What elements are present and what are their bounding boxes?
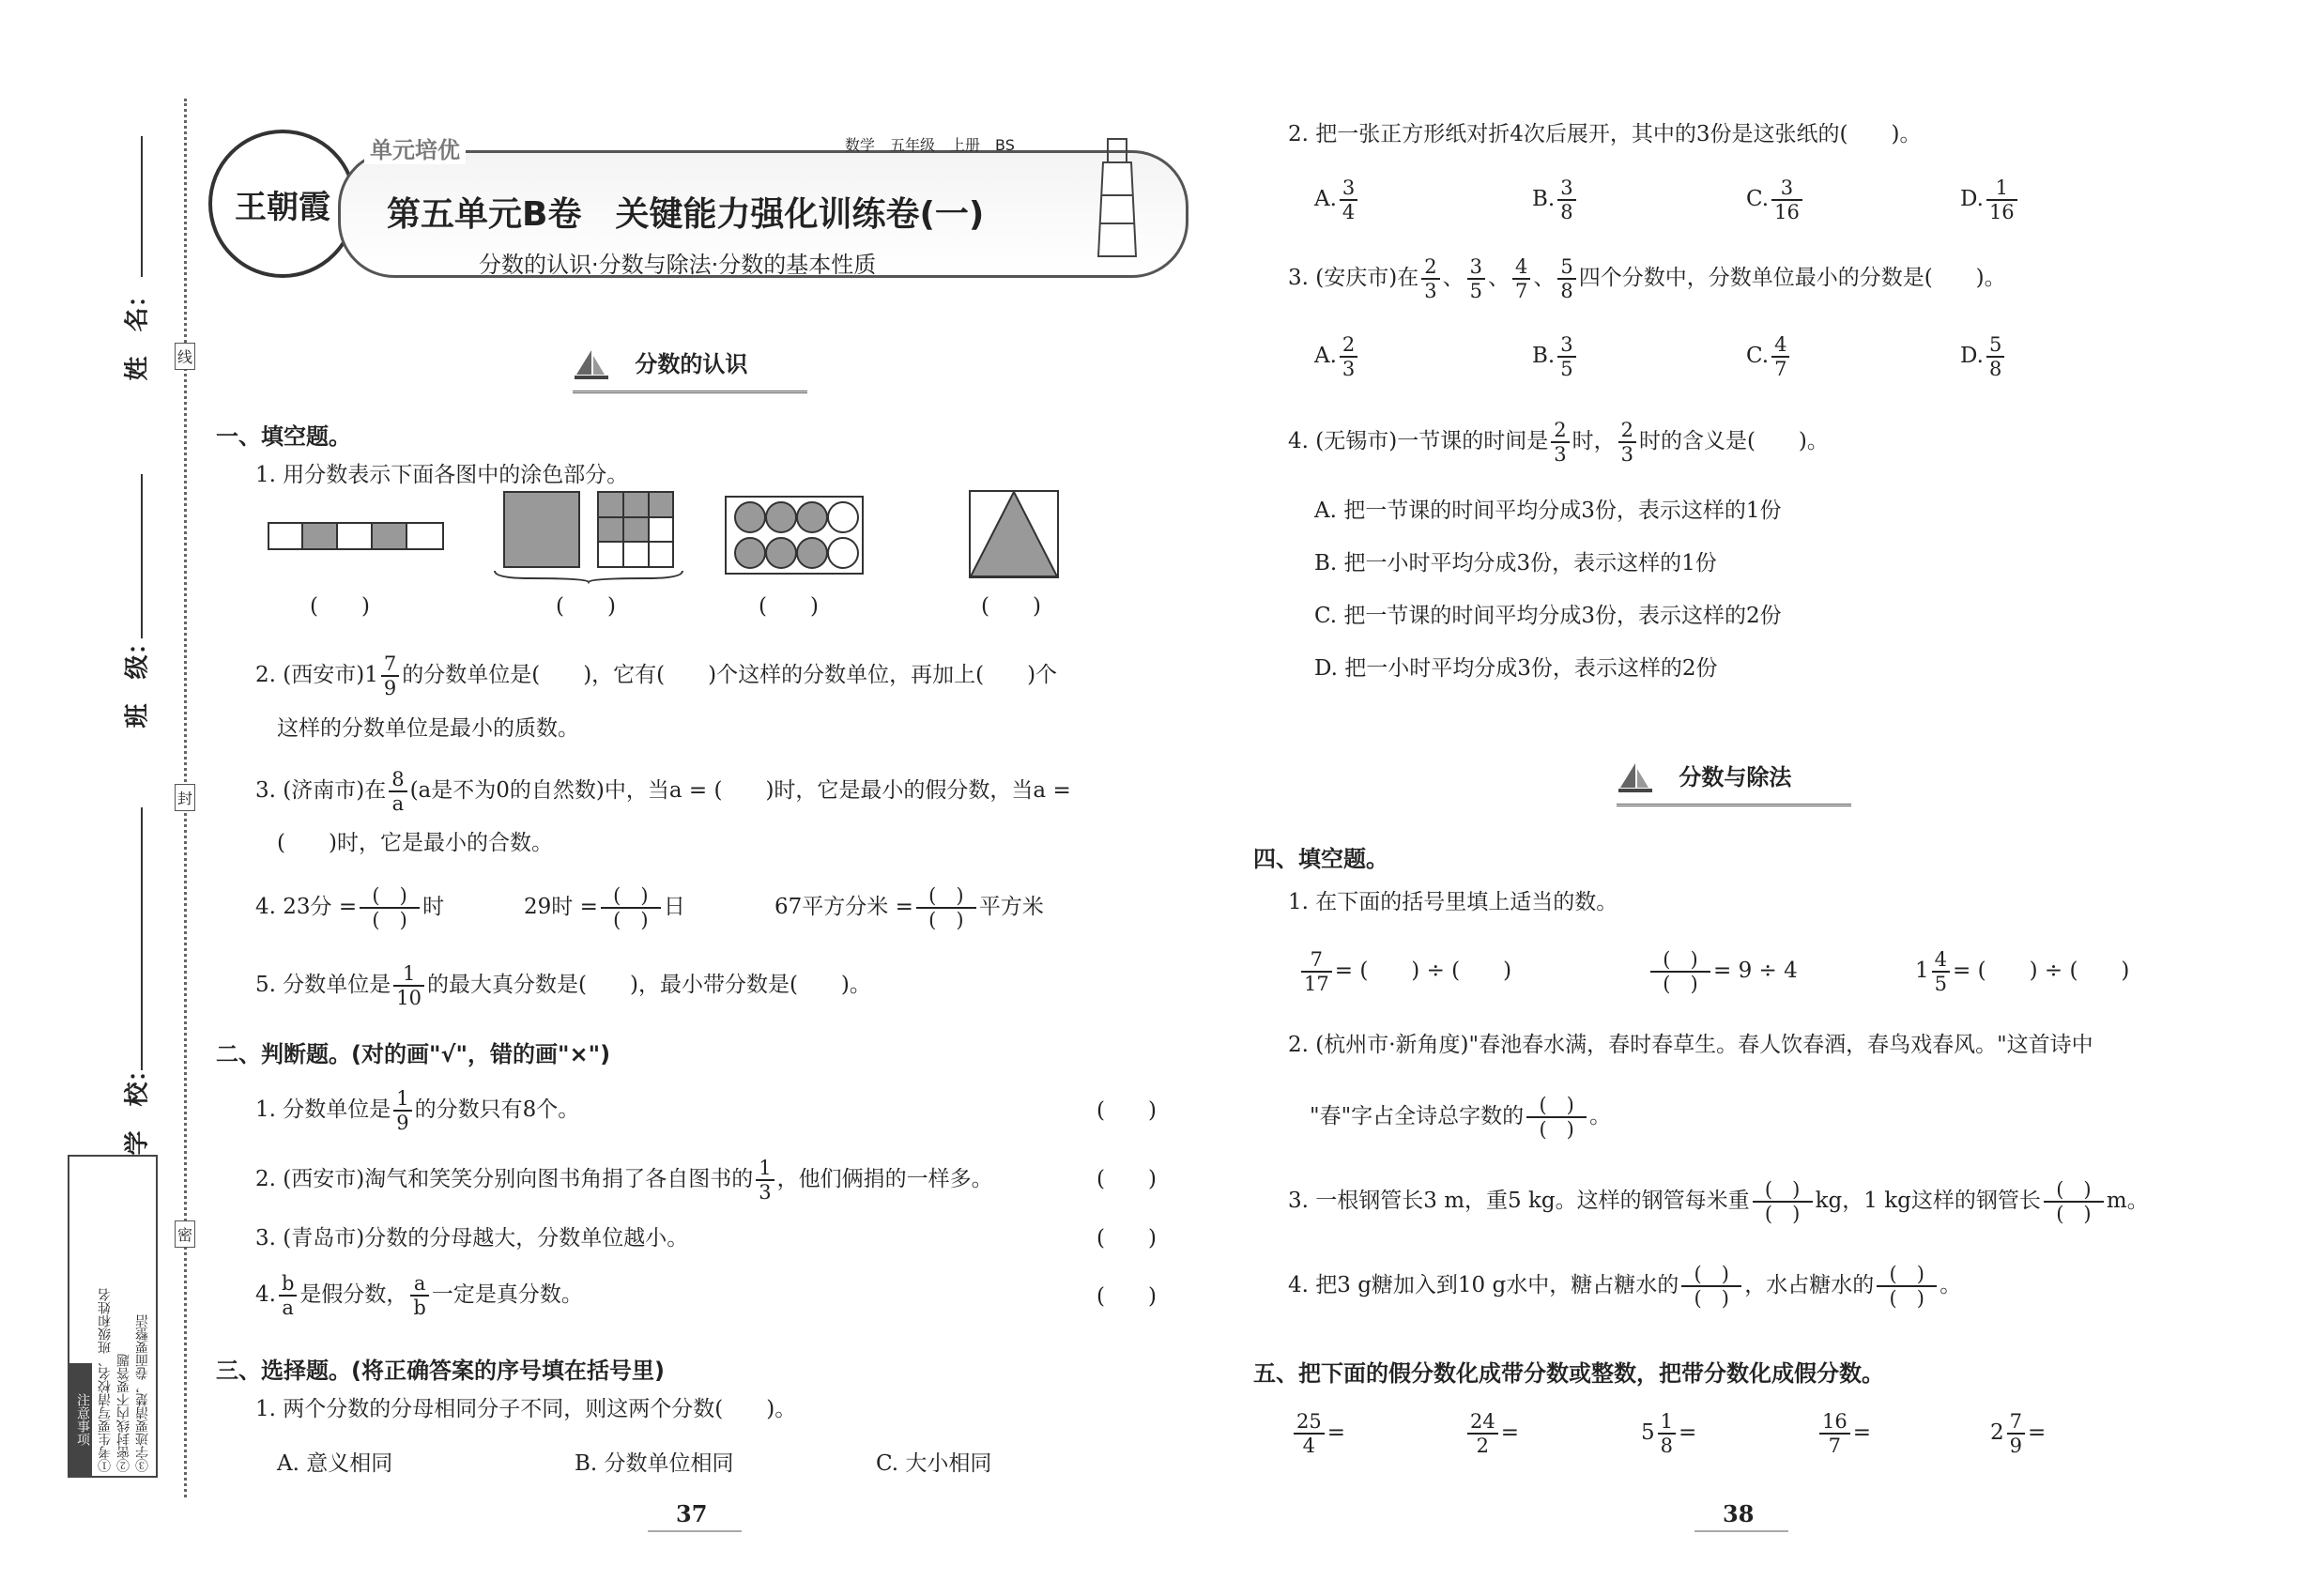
f2-line2 xyxy=(1310,1094,1611,1141)
c2-option-c[interactable] xyxy=(1746,176,1805,223)
p5-1-eq: = xyxy=(1326,1420,1346,1446)
c3-f2-num: 3 xyxy=(1469,255,1482,278)
p5-item-5[interactable] xyxy=(1990,1410,2046,1457)
f3-blank-2[interactable]: $\frac{( )}{( )}$ xyxy=(2044,1178,2104,1225)
c3-prefix: 3. (安庆市)在 xyxy=(1288,266,1419,291)
q2-prefix: 2. (西安市) xyxy=(255,663,365,688)
q1-blank-2[interactable]: ( ) xyxy=(556,594,616,619)
j2-blank[interactable]: ( ) xyxy=(1096,1167,1157,1191)
q1-blank-1[interactable]: ( ) xyxy=(310,594,370,619)
c4 xyxy=(1288,419,1829,466)
f1-c-rest[interactable]: = ( ) ÷ ( ) xyxy=(1953,959,2130,984)
f1-b xyxy=(1648,948,1798,995)
p5-5-den: 9 xyxy=(2007,1433,2025,1457)
c4-option-a[interactable]: A. 把一节课的时间平均分成3份，表示这样的1份 xyxy=(1314,499,1782,523)
seal-char-1: 线 xyxy=(175,343,195,370)
q3-num: 8 xyxy=(391,768,405,790)
c1-option-c[interactable]: C. 大小相同 xyxy=(876,1451,992,1476)
p5-2-den: 2 xyxy=(1467,1433,1498,1457)
f1-c-whole: 1 xyxy=(1915,959,1929,984)
f1-c-fraction xyxy=(1932,948,1950,995)
c3-a-num: 2 xyxy=(1342,333,1356,356)
c3-frac-1 xyxy=(1421,255,1439,302)
logo-text: 王朝霞 xyxy=(235,188,330,226)
j4 xyxy=(255,1272,583,1319)
c4-prefix: 4. (无锡市)一节课的时间是 xyxy=(1288,429,1549,454)
c2-b-label: B. xyxy=(1532,187,1556,212)
c4-frac-1 xyxy=(1551,419,1569,466)
q1-blank-4[interactable]: ( ) xyxy=(981,594,1041,619)
q2 xyxy=(255,652,1057,699)
c4-option-d[interactable]: D. 把一小时平均分成3份，表示这样的2份 xyxy=(1314,656,1718,681)
c3-rest: 四个分数中，分数单位最小的分数是( )。 xyxy=(1578,266,2006,291)
j4-prefix: 4. xyxy=(255,1282,276,1308)
c3-f4-num: 5 xyxy=(1560,255,1573,278)
j1 xyxy=(255,1087,579,1134)
q4-c: 67平方分米 = xyxy=(774,895,913,919)
q2-fraction xyxy=(381,652,399,699)
f2: 2. (杭州市·新角度)"春池春水满，春时春草生。春人饮春酒，春鸟戏春风。"这首诗中 xyxy=(1288,1033,2093,1057)
q4-c-unit: 平方米 xyxy=(978,895,1044,919)
j4-den1: a xyxy=(279,1295,297,1319)
f3-blank-1[interactable]: $\frac{( )}{( )}$ xyxy=(1753,1178,1813,1225)
c2-a-label: A. xyxy=(1314,187,1337,212)
class-label: 班 级： xyxy=(123,630,152,729)
p5-3-eq: = xyxy=(1679,1420,1697,1446)
seal-char-3: 密 xyxy=(175,1220,195,1248)
c4-rest: 时的含义是( )。 xyxy=(1638,429,1829,454)
notes-item-2: ②密封线内不要答题 xyxy=(116,1354,131,1472)
p5-2-num: 24 xyxy=(1470,1410,1495,1433)
name-label: 姓 名： xyxy=(123,283,152,381)
c4-option-b[interactable]: B. 把一小时平均分成3份，表示这样的1份 xyxy=(1314,551,1717,575)
q1-text: 1. 用分数表示下面各图中的涂色部分。 xyxy=(255,463,629,487)
q4-b-unit: 日 xyxy=(663,895,685,919)
c1: 1. 两个分数的分母相同分子不同，则这两个分数( )。 xyxy=(255,1397,797,1421)
notes-box xyxy=(68,1155,158,1478)
c2: 2. 把一张正方形纸对折4次后展开，其中的3份是这张纸的( )。 xyxy=(1288,122,1922,146)
c4-num-1: 2 xyxy=(1554,419,1567,441)
j1-rest: 的分数只有8个。 xyxy=(414,1097,580,1123)
c2-option-b[interactable] xyxy=(1532,176,1579,223)
p5-5-eq: = xyxy=(2028,1420,2047,1446)
c2-a-den: 4 xyxy=(1340,199,1357,223)
c3-f4-den: 8 xyxy=(1557,278,1575,302)
c4-num-2: 2 xyxy=(1620,419,1633,441)
q3-rest: (a是不为0的自然数)中，当a = ( )时，它是最小的假分数，当a = xyxy=(409,778,1071,804)
q1-blank-3[interactable]: ( ) xyxy=(759,594,819,619)
j4-rest: 一定是真分数。 xyxy=(431,1282,583,1308)
school-label: 学 校： xyxy=(123,1057,152,1156)
q4 xyxy=(255,884,444,931)
c3-b-label: B. xyxy=(1532,344,1556,369)
f1-c-den: 5 xyxy=(1932,971,1950,995)
p5-1-den: 4 xyxy=(1294,1433,1325,1457)
page-number-right: 38 xyxy=(1723,1500,1755,1527)
section-title-fraction-concept xyxy=(573,345,807,382)
j4-fraction-2 xyxy=(410,1272,428,1319)
q4-a: 4. 23分 = xyxy=(255,895,358,919)
f1-c xyxy=(1915,948,2129,995)
p5-item-2[interactable] xyxy=(1464,1410,1519,1457)
page-ornament-left xyxy=(648,1530,742,1532)
j3: 3. (青岛市)分数的分母越大，分数单位越小。 xyxy=(255,1226,689,1251)
f3-mid: kg，1 kg这样的钢管长 xyxy=(1815,1189,2041,1213)
c3-c-label: C. xyxy=(1746,344,1770,369)
c3-a-den: 3 xyxy=(1340,356,1357,380)
part2-heading: 二、判断题。(对的画"√"，错的画"×") xyxy=(216,1041,611,1067)
q4-a-unit: 时 xyxy=(422,895,445,919)
p5-3-num: 1 xyxy=(1660,1410,1674,1433)
q3-den: a xyxy=(389,790,406,815)
q4-b-wrap xyxy=(524,884,685,931)
j1-prefix: 1. 分数单位是 xyxy=(255,1097,391,1123)
p5-4-den: 7 xyxy=(1819,1433,1850,1457)
q4-a-blank[interactable]: $\frac{( )}{( )}$ xyxy=(360,884,420,931)
name-line xyxy=(141,136,143,277)
notes-item-1: ①考生要写清校名、班级和姓名 xyxy=(98,1288,113,1472)
q2-line2: 这样的分数单位是最小的质数。 xyxy=(277,716,579,741)
c3-option-a[interactable] xyxy=(1314,333,1360,380)
q5 xyxy=(255,962,871,1009)
f1-a-den: 17 xyxy=(1301,971,1332,995)
part5-heading: 五、把下面的假分数化成带分数或整数，把带分数化成假分数。 xyxy=(1253,1360,1884,1387)
f3 xyxy=(1288,1178,2149,1225)
c3-f1-den: 3 xyxy=(1421,278,1439,302)
f1-b-rest: = 9 ÷ 4 xyxy=(1713,959,1798,983)
j2-den: 3 xyxy=(756,1179,774,1204)
c3-frac-4 xyxy=(1557,255,1575,302)
c4-mid: 时， xyxy=(1572,429,1616,454)
header-meta: 数学 五年级 上册 BS xyxy=(845,136,1015,154)
p5-4-num: 16 xyxy=(1822,1410,1848,1433)
j4-den2: b xyxy=(410,1295,428,1319)
class-line xyxy=(141,474,143,638)
figure-strip xyxy=(268,521,446,553)
notes-title: 注意事项 xyxy=(69,1363,92,1476)
c3-option-d[interactable] xyxy=(1960,333,2007,380)
p5-2-eq: = xyxy=(1500,1420,1520,1446)
c4-option-c[interactable]: C. 把一节课的时间平均分成3份，表示这样的2份 xyxy=(1314,604,1782,628)
j2-prefix: 2. (西安市)淘气和笑笑分别向图书角捐了各自图书的 xyxy=(255,1167,754,1192)
f4-end: 。 xyxy=(1940,1273,1962,1297)
part4-heading: 四、填空题。 xyxy=(1253,846,1388,872)
q5-fraction xyxy=(393,962,424,1009)
q2-mixed xyxy=(364,652,402,699)
p5-item-3[interactable] xyxy=(1641,1410,1696,1457)
c2-option-a[interactable] xyxy=(1314,176,1360,223)
f4-prefix: 4. 把3 g糖加入到10 g水中，糖占糖水的 xyxy=(1288,1273,1679,1297)
lighthouse-icon xyxy=(1084,130,1150,261)
q5-rest: 的最大真分数是( )，最小带分数是( )。 xyxy=(427,973,871,998)
j1-num: 1 xyxy=(396,1087,409,1110)
q4-b: 29时 = xyxy=(524,895,598,919)
c3-option-c[interactable] xyxy=(1746,333,1792,380)
f1-a-num: 7 xyxy=(1310,948,1324,971)
p5-1-num: 25 xyxy=(1296,1410,1322,1433)
c4-den-1: 3 xyxy=(1551,441,1569,466)
c2-c-num: 3 xyxy=(1780,176,1794,199)
q2-whole: 1 xyxy=(364,663,378,688)
c2-d-den: 16 xyxy=(1986,199,2017,223)
c3-c-den: 7 xyxy=(1771,356,1789,380)
c3-option-b[interactable] xyxy=(1532,333,1579,380)
c4-den-2: 3 xyxy=(1618,441,1636,466)
series-label: 单元培优 xyxy=(364,131,466,164)
c4-frac-2 xyxy=(1618,419,1636,466)
section-title-text: 分数的认识 xyxy=(635,351,748,377)
c3-f3-num: 4 xyxy=(1514,255,1528,278)
c3-frac-2 xyxy=(1467,255,1485,302)
q2-den: 9 xyxy=(381,675,399,699)
f3-end: m。 xyxy=(2106,1189,2149,1213)
part1-heading: 一、填空题。 xyxy=(216,423,351,450)
q2-num: 7 xyxy=(383,652,397,675)
p5-3-whole: 5 xyxy=(1641,1420,1655,1446)
j3-blank[interactable]: ( ) xyxy=(1096,1226,1157,1251)
c2-a-num: 3 xyxy=(1342,176,1356,199)
c3-c-num: 4 xyxy=(1774,333,1787,356)
q5-den: 10 xyxy=(393,985,424,1009)
figure-circles xyxy=(725,496,864,575)
figure-triangle xyxy=(969,490,1061,580)
q3 xyxy=(255,768,1071,815)
f4-blank-1[interactable]: $\frac{( )}{( )}$ xyxy=(1681,1263,1741,1310)
c2-option-d[interactable] xyxy=(1960,176,2020,223)
f4-mid: ，水占糖水的 xyxy=(1744,1273,1875,1297)
q3-line2: ( )时，它是最小的合数。 xyxy=(277,831,553,855)
c1-option-a[interactable]: A. 意义相同 xyxy=(277,1451,393,1476)
f2-line2-text: "春"字占全诗总字数的 xyxy=(1310,1104,1525,1128)
c3-frac-3 xyxy=(1512,255,1530,302)
c2-d-num: 1 xyxy=(1995,176,2008,199)
c3-f1-num: 2 xyxy=(1424,255,1437,278)
f2-blank[interactable]: $\frac{( )}{( )}$ xyxy=(1526,1094,1587,1141)
f1-b-blank[interactable]: $\frac{( )}{( )}$ xyxy=(1650,948,1710,995)
page-title: 第五单元B卷 关键能力强化训练卷(一) xyxy=(387,195,985,234)
c3-d-den: 8 xyxy=(1986,356,2004,380)
c3: 3. (安庆市)在 $\frac{2}{3}$ 、 $\frac{3}{5}$ 、 $\frac{4}{7}$ 、 $\frac{5}{8}$ 四个分数中，分数单位最小的分数是( )。 xyxy=(1288,255,2006,303)
c2-b-den: 8 xyxy=(1557,199,1575,223)
f1: 1. 在下面的括号里填上适当的数。 xyxy=(1288,890,1618,914)
section-title-fraction-division xyxy=(1617,759,1851,795)
q5-num: 1 xyxy=(402,962,416,985)
seal-char-2: 封 xyxy=(175,784,195,811)
f1-a-rest[interactable]: = ( ) ÷ ( ) xyxy=(1334,959,1512,984)
q5-prefix: 5. 分数单位是 xyxy=(255,973,391,998)
page-number-left: 37 xyxy=(676,1500,708,1527)
q2-rest: 的分数单位是( )，它有( )个这样的分数单位，再加上( )个 xyxy=(402,663,1058,688)
part3-heading: 三、选择题。(将正确答案的序号填在括号里) xyxy=(216,1358,665,1384)
q4-c-wrap xyxy=(774,884,1044,931)
f4 xyxy=(1288,1263,1961,1310)
p5-5-num: 7 xyxy=(2009,1410,2023,1433)
c2-b-num: 3 xyxy=(1560,176,1573,199)
j1-fraction xyxy=(393,1087,411,1134)
j4-blank[interactable]: ( ) xyxy=(1096,1284,1157,1309)
p5-3-den: 8 xyxy=(1658,1433,1676,1457)
c3-d-label: D. xyxy=(1960,344,1984,369)
j2 xyxy=(255,1157,993,1204)
j4-num2: a xyxy=(413,1272,426,1295)
f1-c-num: 4 xyxy=(1934,948,1948,971)
page-subtitle: 分数的认识·分数与除法·分数的基本性质 xyxy=(479,252,877,278)
j4-num1: b xyxy=(281,1272,295,1295)
figure-squares xyxy=(493,490,718,584)
c3-f2-den: 5 xyxy=(1467,278,1485,302)
p5-item-4[interactable] xyxy=(1817,1410,1871,1457)
c3-f3-den: 7 xyxy=(1512,278,1530,302)
notes-item-3: ③字迹要清楚，卷面要整洁 xyxy=(135,1314,150,1472)
p5-5-whole: 2 xyxy=(1990,1420,2004,1446)
c3-b-num: 3 xyxy=(1560,333,1573,356)
f1-a-fraction xyxy=(1301,948,1332,995)
c3-d-num: 5 xyxy=(1988,333,2002,356)
q3-prefix: 3. (济南市)在 xyxy=(255,778,387,804)
f1-a xyxy=(1298,948,1511,995)
c3-b-den: 5 xyxy=(1557,356,1575,380)
j2-rest: ，他们俩捐的一样多。 xyxy=(776,1167,993,1192)
f3-prefix: 3. 一根钢管长3 m，重5 kg。这样的钢管每米重 xyxy=(1288,1189,1750,1213)
c2-c-den: 16 xyxy=(1771,199,1802,223)
j1-blank[interactable]: ( ) xyxy=(1096,1098,1157,1123)
sailboat-icon xyxy=(1617,761,1654,795)
q4-b-blank[interactable]: $\frac{( )}{( )}$ xyxy=(601,884,661,931)
c1-option-b[interactable]: B. 分数单位相同 xyxy=(575,1451,734,1476)
c2-d-label: D. xyxy=(1960,187,1984,212)
j2-fraction xyxy=(756,1157,774,1204)
q3-fraction xyxy=(389,768,406,815)
section-title-text: 分数与除法 xyxy=(1679,764,1792,790)
j4-mid: 是假分数， xyxy=(299,1282,408,1308)
page-ornament-right xyxy=(1694,1530,1788,1532)
q4-c-blank[interactable]: $\frac{( )}{( )}$ xyxy=(916,884,976,931)
p5-item-1[interactable] xyxy=(1291,1410,1345,1457)
c2-c-label: C. xyxy=(1746,187,1770,212)
j2-num: 1 xyxy=(759,1157,772,1179)
school-line xyxy=(141,807,143,1070)
c3-a-label: A. xyxy=(1314,344,1337,369)
sailboat-icon xyxy=(573,348,610,382)
f2-end: 。 xyxy=(1589,1104,1612,1128)
j4-fraction-1 xyxy=(279,1272,297,1319)
f4-blank-2[interactable]: $\frac{( )}{( )}$ xyxy=(1877,1263,1937,1310)
p5-4-eq: = xyxy=(1852,1420,1872,1446)
j1-den: 9 xyxy=(393,1110,411,1134)
logo xyxy=(208,130,357,278)
